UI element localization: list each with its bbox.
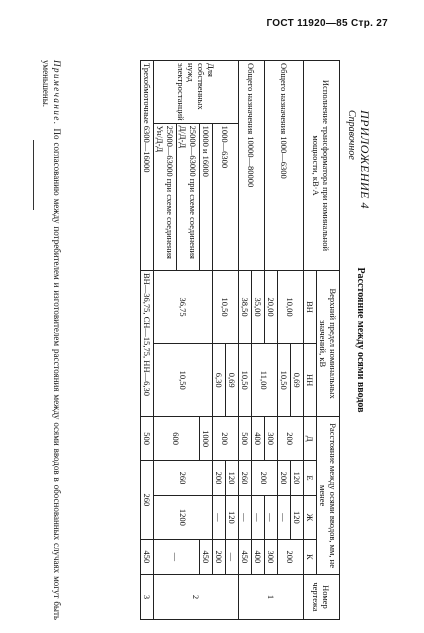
cell: 260: [141, 460, 154, 539]
cell: 400: [252, 417, 265, 461]
table-row: [141, 61, 154, 620]
cell: —: [154, 539, 200, 574]
distance-table: [140, 60, 340, 620]
cell: 500: [239, 417, 252, 461]
cell: 0,69: [291, 344, 304, 417]
row-three-winding: Трехобмоточные 6300—16000: [141, 61, 154, 271]
col-nn: НН: [304, 344, 317, 417]
cell: 3: [141, 575, 154, 620]
cell: 200: [213, 539, 226, 574]
col-k: К: [304, 539, 317, 574]
col-e: Е: [304, 460, 317, 495]
cell: 450: [200, 539, 213, 574]
cell: 6,30: [213, 344, 226, 417]
note-text: По согласованию между потребителем и изготовителем расстояния между осями вводов в обоснованных случаях могут быть уменьшены.: [41, 60, 62, 620]
cell: 36,75: [154, 270, 213, 343]
cell: 200: [278, 539, 304, 574]
cell: 10,50: [213, 270, 239, 343]
cell: —: [213, 496, 226, 540]
divider-line: [33, 140, 34, 210]
cell: 1: [239, 575, 304, 620]
cell: 35,00: [252, 270, 265, 343]
cell: ВН—36,75, СН—15,75, НН—6,30: [141, 270, 154, 416]
cell: 0,69: [226, 344, 239, 417]
cell: 200: [278, 417, 304, 461]
cell: 38,50: [239, 270, 252, 343]
row-own-needs: Для собственных нужд электростанций: [154, 61, 239, 124]
cell: 300: [265, 417, 278, 461]
cell: 11,00: [252, 344, 278, 417]
col-d: Д: [304, 417, 317, 461]
cell: 1200: [154, 496, 213, 540]
cell: 260: [239, 460, 252, 495]
note-label: Примечание.: [52, 60, 62, 126]
cell: 25000—63000 при схеме соединения Ун/Д-Д: [154, 123, 177, 270]
row-general-1: Общего назначения 1000—6300: [265, 61, 304, 271]
appendix-title: ПРИЛОЖЕНИЕ 4: [358, 110, 372, 209]
table-note: [40, 60, 62, 620]
appendix-subtitle: Справочное: [346, 110, 357, 160]
cell: 1000—6300: [213, 123, 239, 270]
cell: 10,50: [154, 344, 213, 417]
table-row: [200, 61, 213, 620]
cell: 10,00: [278, 270, 304, 343]
col-distance: Расстояние между осями вводов, мм, не менее: [317, 417, 340, 575]
cell: 120: [226, 496, 239, 540]
cell: 500: [141, 417, 154, 461]
cell: 120: [226, 460, 239, 495]
cell: 300: [265, 539, 278, 574]
cell: 450: [239, 539, 252, 574]
cell: —: [226, 539, 239, 574]
cell: 400: [252, 539, 265, 574]
table-title: Расстояние между осями вводов: [355, 267, 366, 413]
page-header: ГОСТ 11920—85 Стр. 27: [266, 18, 388, 29]
col-voltage: Верхний предел номинальных значений, кВ: [317, 270, 340, 416]
cell: —: [265, 496, 278, 540]
col-zh: Ж: [304, 496, 317, 540]
cell: 10,50: [239, 344, 252, 417]
cell: 1000: [200, 417, 213, 461]
cell: 120: [291, 496, 304, 540]
cell: 200: [278, 460, 291, 495]
col-execution: Исполнение трансформатора при номинальной мощности, кВ·А: [304, 61, 340, 271]
cell: —: [278, 496, 291, 540]
rotated-table-block: [25, 60, 380, 620]
cell: —: [252, 496, 265, 540]
col-vn: ВН: [304, 270, 317, 343]
cell: 2: [154, 575, 239, 620]
table-row: [226, 61, 239, 620]
table-row: [252, 61, 265, 620]
row-general-2: Общего назначения 10000—80000: [239, 61, 265, 271]
cell: 200: [213, 417, 239, 461]
cell: 260: [154, 460, 213, 495]
cell: 200: [252, 460, 278, 495]
cell: 600: [154, 417, 200, 461]
cell: 200: [213, 460, 226, 495]
cell: 120: [291, 460, 304, 495]
col-drawing: Номер чертежа: [304, 575, 340, 620]
cell: 25000—63000 при схеме соединения Д/Д-Д: [177, 123, 200, 270]
cell: 450: [141, 539, 154, 574]
cell: —: [239, 496, 252, 540]
cell: 20,00: [265, 270, 278, 343]
cell: 10,50: [278, 344, 291, 417]
table-row: [291, 61, 304, 620]
cell: 10000 и 16000: [200, 123, 213, 270]
